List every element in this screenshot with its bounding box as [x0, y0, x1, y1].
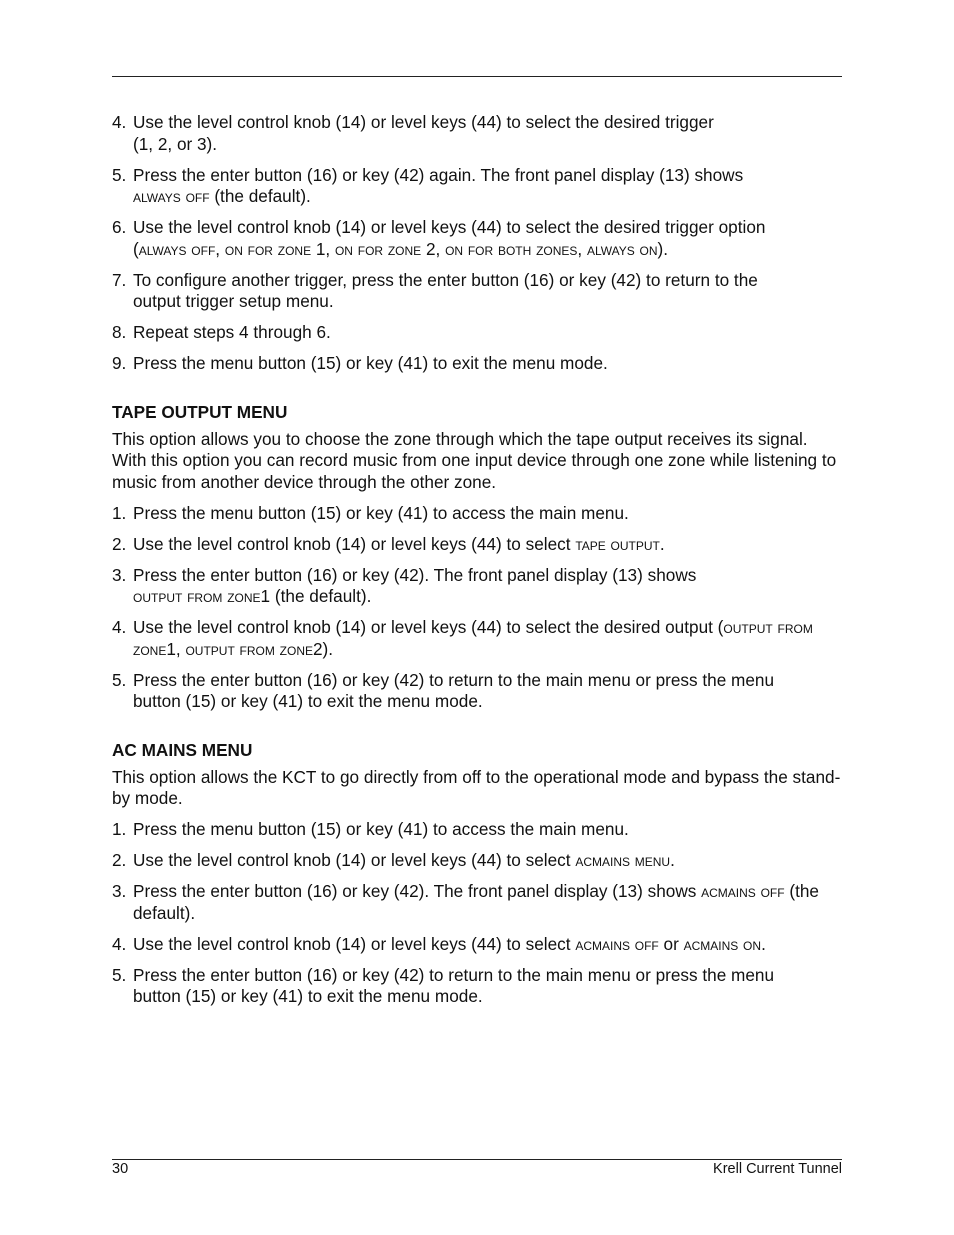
step-number: 1. — [112, 819, 127, 839]
list-item — [112, 165, 842, 208]
step-text: Press the enter button (16) or key (42) to return to the main menu or press the menu — [133, 964, 775, 985]
step-text: Press the enter button (16) or key (42). The front panel display (13) shows — [133, 564, 697, 585]
step-number: 5. — [112, 164, 127, 185]
step-text: . — [659, 533, 665, 554]
step-number: 8. — [112, 322, 127, 342]
display-text: on for both zones — [445, 238, 578, 259]
step-number: 2. — [112, 533, 127, 554]
step-number: 9. — [112, 353, 127, 373]
step-text: (the default). — [133, 881, 819, 923]
step-text: Press the menu button (15) or key (41) to access the main menu. — [133, 502, 629, 523]
step-number: 4. — [112, 112, 127, 132]
list-item — [112, 217, 842, 260]
list-item — [112, 850, 842, 872]
step-number: 3. — [112, 881, 127, 901]
page-number: 30 — [112, 1161, 129, 1177]
step-number: 2. — [112, 850, 127, 870]
list-item — [112, 353, 842, 375]
list-item — [112, 112, 842, 155]
step-text: Use the level control knob (14) or level keys (44) to select the desired output ( — [133, 617, 724, 637]
step-text: To configure another trigger, press the enter button (16) or key (42) to return to the — [133, 269, 758, 290]
step-text: (1, 2, or 3). — [133, 133, 218, 154]
step-text: Press the enter button (16) or key (42). The front panel display (13) shows — [133, 881, 702, 901]
step-text: Repeat steps 4 through 6. — [133, 322, 331, 342]
step-text: 1 (the default). — [260, 586, 372, 606]
page-content — [112, 112, 842, 1017]
step-number: 4. — [112, 617, 127, 637]
list-item — [112, 534, 842, 556]
display-text: tape output — [575, 533, 660, 554]
step-text: (the default). — [209, 186, 311, 206]
section-intro: This option allows you to choose the zone through which the tape output receives its signal. With this option you can record music from one input device through one zone while listening to music from another device through the other zone. — [112, 428, 837, 492]
step-text: , — [215, 238, 225, 259]
step-text: output trigger setup menu. — [133, 291, 334, 311]
display-text: output from zone — [133, 586, 261, 606]
document-title: Krell Current Tunnel — [713, 1161, 842, 1177]
step-text: 2, — [421, 238, 446, 259]
step-number: 6. — [112, 217, 127, 237]
step-text: Press the enter button (16) or key (42) to return to the main menu or press the menu — [133, 669, 775, 690]
list-item — [112, 670, 842, 713]
step-text: ( — [133, 238, 139, 259]
step-text: 2). — [313, 638, 334, 659]
display-text: on for zone — [334, 238, 422, 259]
display-text: acmains off — [575, 933, 659, 954]
step-text: Use the level control knob (14) or level keys (44) to select — [133, 533, 576, 554]
step-text: Use the level control knob (14) or level keys (44) to select the desired trigger option — [133, 217, 766, 237]
step-number: 1. — [112, 502, 127, 523]
step-text: ). — [657, 238, 669, 259]
step-text: or — [658, 933, 684, 954]
display-text: always off — [138, 238, 216, 259]
list-item — [112, 503, 842, 525]
step-number: 4. — [112, 933, 127, 954]
step-text: . — [761, 933, 766, 954]
step-text: Press the menu button (15) or key (41) to exit the menu mode. — [133, 353, 608, 373]
step-text: 1, — [166, 638, 186, 659]
step-text: , — [577, 238, 587, 259]
step-number: 7. — [112, 269, 127, 290]
list-item — [112, 881, 842, 924]
step-text: Press the menu button (15) or key (41) to access the main menu. — [133, 819, 629, 839]
list-item — [112, 270, 842, 313]
section-heading-ac-mains: AC MAINS MENU — [112, 740, 253, 760]
step-text: Use the level control knob (14) or level keys (44) to select — [133, 850, 576, 870]
section-intro: This option allows the KCT to go directly from off to the operational mode and bypass the stand-by mode. — [112, 766, 841, 808]
step-text: Use the level control knob (14) or level keys (44) to select the desired trigger — [133, 112, 714, 132]
display-text: always off — [133, 186, 210, 206]
display-text: on for zone — [224, 238, 312, 259]
step-text: button (15) or key (41) to exit the menu mode. — [133, 691, 483, 711]
header-rule — [112, 76, 842, 77]
step-number: 5. — [112, 964, 127, 985]
display-text: always on — [586, 238, 658, 259]
display-text: acmains on — [683, 933, 762, 954]
list-item — [112, 322, 842, 344]
list-item — [112, 819, 842, 841]
step-text: Use the level control knob (14) or level keys (44) to select — [133, 933, 576, 954]
list-item — [112, 617, 842, 660]
display-text: acmains off — [701, 881, 785, 901]
step-text: 1, — [311, 238, 335, 259]
list-item — [112, 934, 842, 956]
step-number: 3. — [112, 564, 127, 585]
step-text: . — [670, 850, 675, 870]
list-item — [112, 565, 842, 608]
display-text: acmains menu — [575, 850, 671, 870]
list-item — [112, 965, 842, 1008]
step-number: 5. — [112, 669, 127, 690]
section-heading-tape-output: TAPE OUTPUT MENU — [112, 402, 288, 422]
display-text: output from zone — [133, 617, 813, 659]
step-text: Press the enter button (16) or key (42) again. The front panel display (13) shows — [133, 164, 744, 185]
step-text: button (15) or key (41) to exit the menu mode. — [133, 986, 483, 1006]
display-text: output from zone — [185, 638, 313, 659]
